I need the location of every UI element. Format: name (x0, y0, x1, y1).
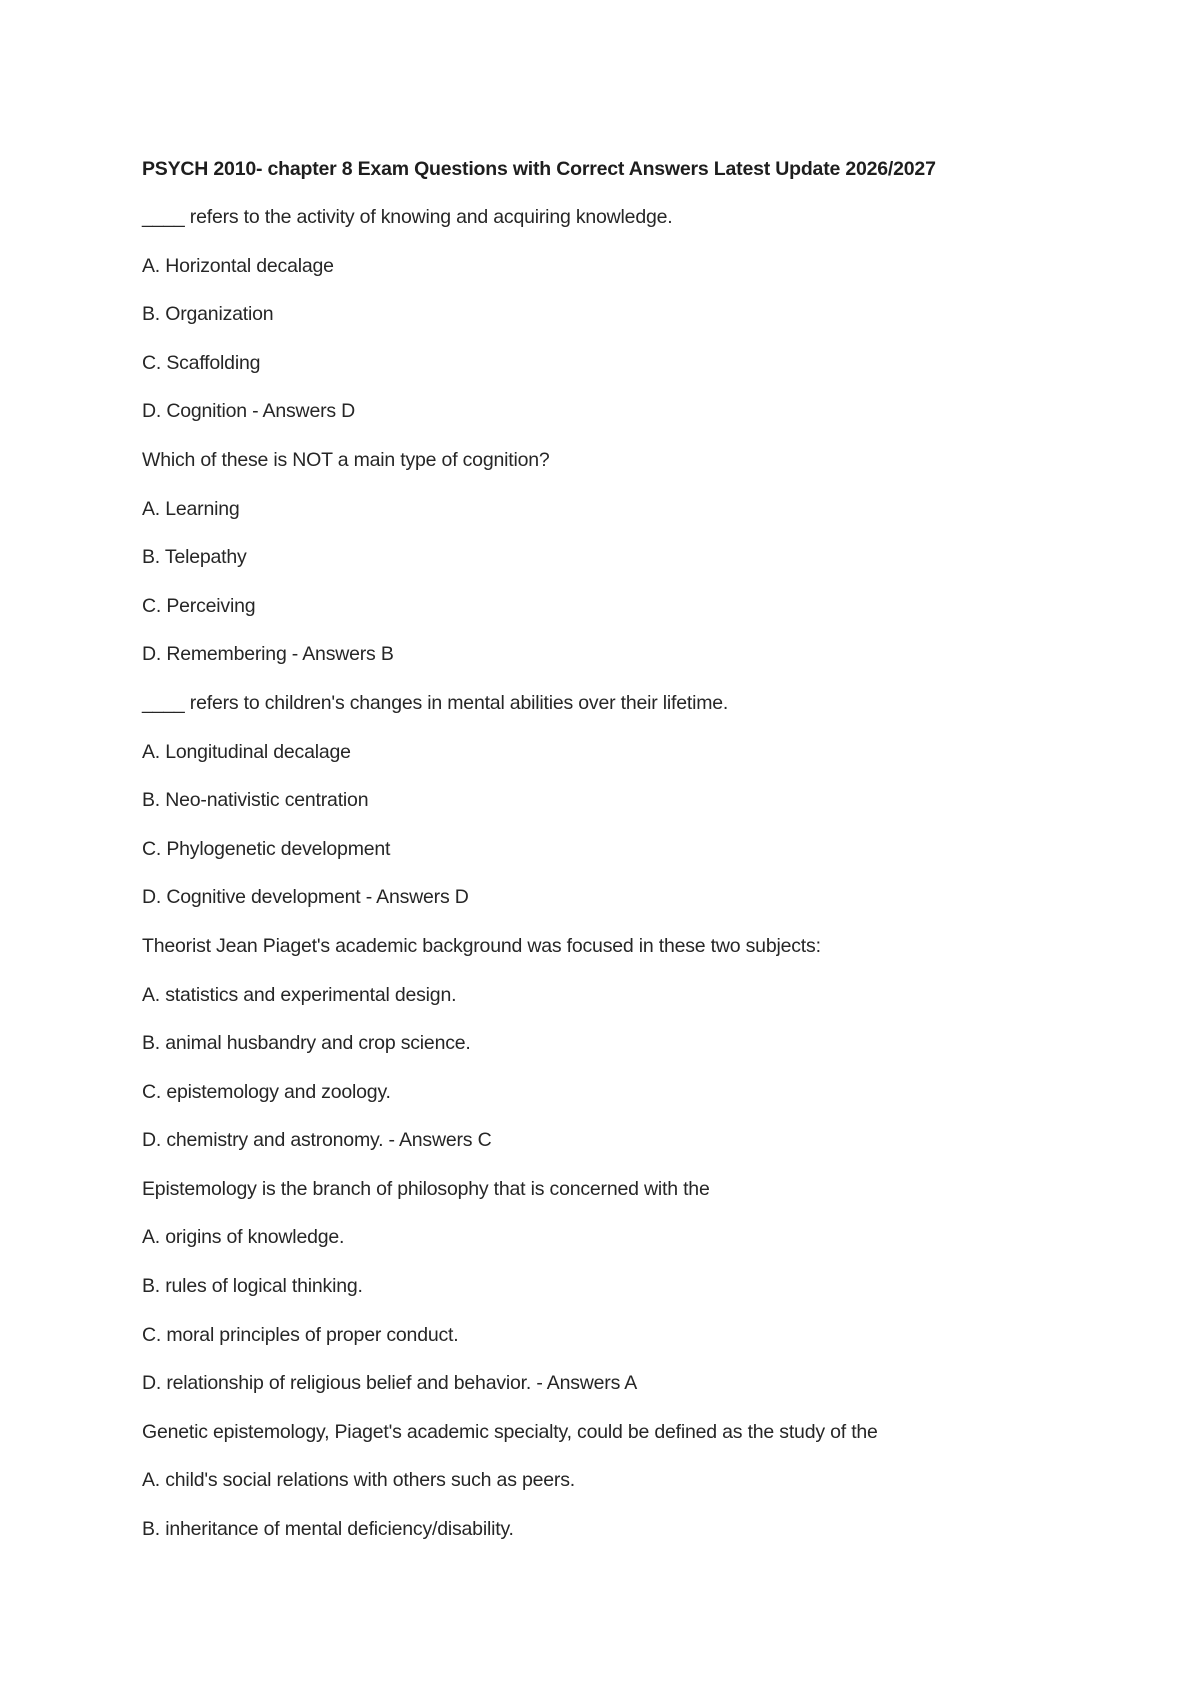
question-prompt: Genetic epistemology, Piaget's academic specialty, could be defined as the study of the (142, 1420, 878, 1443)
answer-option: B. Neo-nativistic centration (142, 789, 369, 812)
question-prompt: ____ refers to the activity of knowing and acquiring knowledge. (142, 206, 673, 228)
answer-option: B. inheritance of mental deficiency/disability. (142, 1518, 514, 1541)
answer-option: B. Organization (142, 303, 274, 326)
answer-option: D. relationship of religious belief and behavior. - Answers A (142, 1372, 638, 1395)
answer-option: A. child's social relations with others such as peers. (142, 1469, 575, 1492)
answer-option: B. animal husbandry and crop science. (142, 1032, 471, 1055)
answer-option: C. moral principles of proper conduct. (142, 1323, 459, 1346)
answer-option: C. epistemology and zoology. (142, 1080, 391, 1103)
question-prompt: Which of these is NOT a main type of cognition? (142, 448, 550, 471)
answer-option: A. Learning (142, 497, 240, 520)
document-content (142, 152, 1082, 1561)
answer-option: B. rules of logical thinking. (142, 1275, 363, 1298)
answer-option: A. origins of knowledge. (142, 1226, 345, 1249)
answer-option: A. Longitudinal decalage (142, 740, 351, 763)
answer-option: C. Phylogenetic development (142, 837, 391, 860)
question-prompt: Theorist Jean Piaget's academic background was focused in these two subjects: (142, 934, 821, 957)
answer-option: C. Scaffolding (142, 351, 261, 374)
question-prompt: Epistemology is the branch of philosophy that is concerned with the (142, 1177, 710, 1200)
answer-option: A. Horizontal decalage (142, 254, 334, 277)
answer-option: D. chemistry and astronomy. - Answers C (142, 1129, 492, 1152)
answer-option: D. Cognition - Answers D (142, 400, 356, 423)
question-prompt: ____ refers to children's changes in mental abilities over their lifetime. (142, 691, 729, 714)
answer-option: A. statistics and experimental design. (142, 983, 457, 1006)
answer-option: D. Cognitive development - Answers D (142, 886, 469, 909)
document-title: PSYCH 2010- chapter 8 Exam Questions with Correct Answers Latest Update 2026/2027 (142, 158, 936, 180)
answer-option: B. Telepathy (142, 546, 247, 569)
answer-option: C. Perceiving (142, 594, 256, 617)
answer-option: D. Remembering - Answers B (142, 643, 394, 666)
